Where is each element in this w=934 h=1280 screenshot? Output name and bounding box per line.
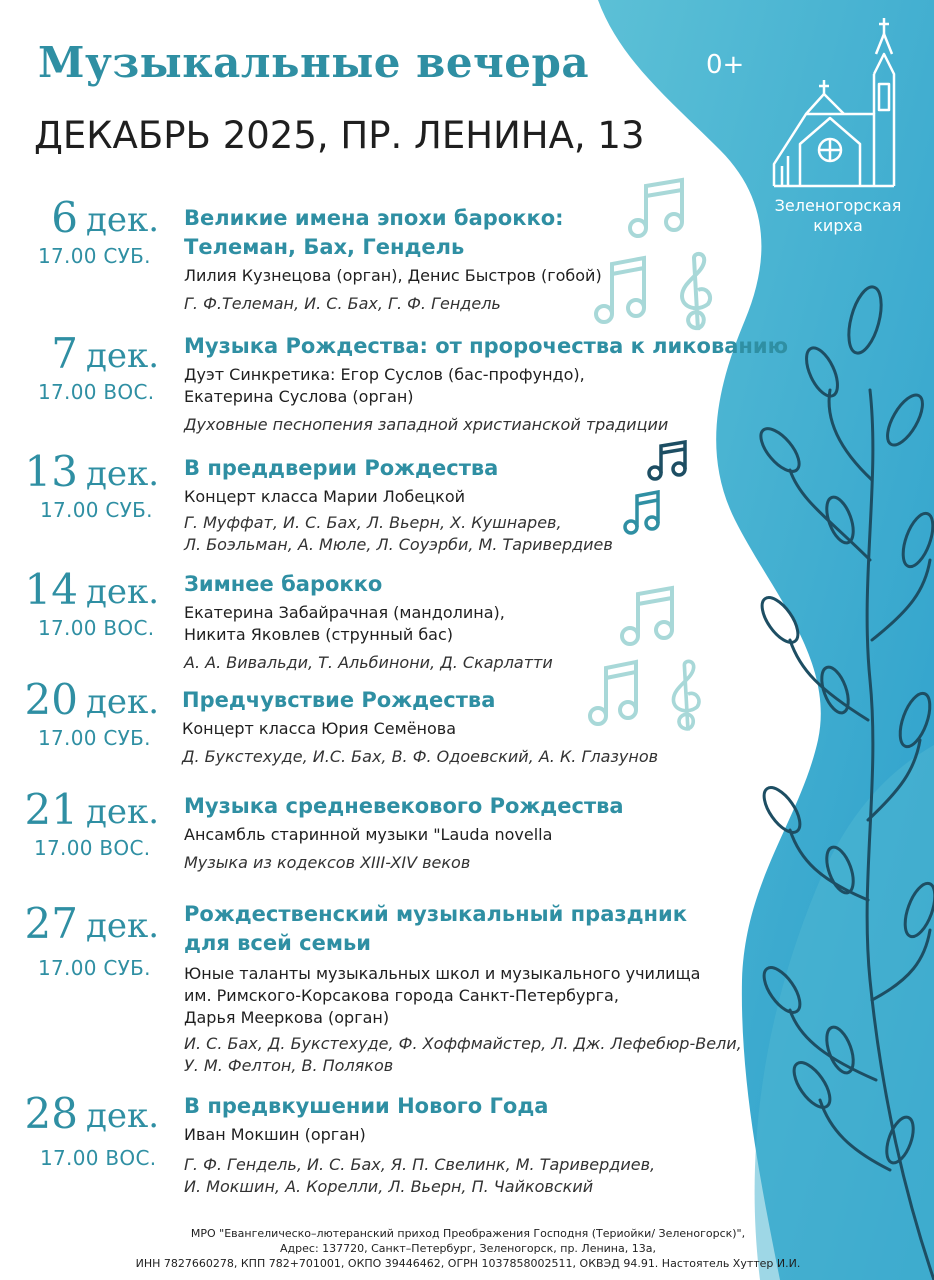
event-date [24, 675, 162, 726]
event-time: 17.00 СУБ. [38, 956, 151, 980]
event-time: 17.00 СУБ. [38, 726, 151, 750]
event-performers: Ансамбль старинной музыки "Lauda novella [184, 825, 553, 844]
event-performers: Концерт класса Марии Лобецкой [184, 487, 466, 506]
event-day: 20 [24, 675, 78, 724]
event-performers: Лилия Кузнецова (орган), Денис Быстров (гобой) [184, 266, 602, 285]
event-title: В предвкушении Нового Года [184, 1094, 549, 1118]
footer-line: ИНН 7827660278, КПП 782+701001, ОКПО 39446462, ОГРН 1037858002511, ОКВЭД 94.91. Настоятель Хуттер И.И. [135, 1257, 801, 1270]
event-month: дек. [86, 682, 160, 722]
event-program: Д. Букстехуде, И.С. Бах, В. Ф. Одоевский, А. К. Глазунов [182, 747, 659, 766]
event-program: Г. Ф.Телеман, И. С. Бах, Г. Ф. Гендель [184, 294, 501, 313]
event-program: У. М. Фелтон, В. Поляков [184, 1056, 394, 1075]
event-title: Великие имена эпохи барокко: [184, 206, 564, 230]
event-performers: Никита Яковлев (струнный бас) [184, 625, 454, 644]
event-day: 6 [51, 193, 78, 242]
event-title: Музыка средневекового Рождества [184, 794, 624, 818]
event-time: 17.00 ВОС. [38, 380, 155, 404]
event-day: 21 [24, 785, 78, 834]
event-title: для всей семьи [184, 931, 371, 955]
event-title: Зимнее барокко [184, 572, 383, 596]
event-performers: им. Римского-Корсакова города Санкт-Петербурга, [184, 986, 619, 1005]
footer-line: МРО "Евангелическо–лютеранский приход Преображения Господня (Териойки/ Зеленогорск)", [190, 1227, 746, 1240]
event-program: Духовные песнопения западной христианской традиции [184, 415, 669, 434]
event-month: дек. [86, 572, 160, 612]
footer-line: Адрес: 137720, Санкт–Петербург, Зеленогорск, пр. Ленина, 13а, [280, 1242, 656, 1255]
event-performers: Дарья Мееркова (орган) [184, 1008, 390, 1027]
event-performers: Юные таланты музыкальных школ и музыкального училища [184, 964, 701, 983]
age-rating-badge: 0+ [706, 50, 745, 80]
event-performers: Иван Мокшин (орган) [184, 1125, 366, 1144]
event-day: 7 [51, 329, 78, 378]
page-subtitle: ДЕКАБРЬ 2025, ПР. ЛЕНИНА, 13 [34, 114, 645, 157]
event-day: 14 [24, 565, 78, 614]
event-program: А. А. Вивальди, Т. Альбинони, Д. Скарлатти [184, 653, 553, 672]
event-date [24, 1089, 162, 1140]
event-month: дек. [86, 336, 160, 376]
page-title: Музыкальные вечера [38, 38, 590, 87]
event-program: Л. Боэльман, А. Мюле, Л. Соуэрби, М. Таривердиев [184, 535, 613, 554]
event-performers: Екатерина Суслова (орган) [184, 387, 414, 406]
footer [40, 1226, 896, 1271]
event-title: Рождественский музыкальный праздник [184, 902, 688, 926]
event-time: 17.00 ВОС. [34, 836, 151, 860]
event-performers: Дуэт Синкретика: Егор Суслов (бас-профундо), [184, 365, 585, 384]
event-month: дек. [86, 1096, 160, 1136]
event-day: 28 [24, 1089, 78, 1138]
event-month: дек. [86, 200, 160, 240]
event-date [24, 899, 162, 950]
brand-line-1: Зеленогорская [774, 196, 902, 215]
event-month: дек. [86, 454, 160, 494]
event-date [30, 194, 162, 244]
event-program: И. С. Бах, Д. Букстехуде, Ф. Хоффмайстер, Л. Дж. Лефебюр-Вели, [184, 1034, 742, 1053]
event-performers: Екатерина Забайрачная (мандолина), [184, 603, 505, 622]
event-time: 17.00 ВОС. [40, 1146, 157, 1170]
event-day: 13 [24, 447, 78, 496]
event-program: Г. Муффат, И. С. Бах, Л. Вьерн, Х. Кушнарев, [184, 513, 562, 532]
event-month: дек. [86, 906, 160, 946]
event-performers: Концерт класса Юрия Семёнова [182, 719, 457, 738]
brand-line-2: кирха [813, 216, 863, 235]
event-title: Телеман, Бах, Гендель [184, 235, 465, 259]
event-date [30, 330, 162, 380]
event-date [24, 785, 162, 836]
event-title: Предчувствие Рождества [182, 688, 496, 712]
event-time: 17.00 СУБ. [40, 498, 153, 522]
event-program: И. Мокшин, А. Корелли, Л. Вьерн, П. Чайковский [184, 1177, 594, 1196]
church-icon [770, 14, 910, 190]
event-title: В преддверии Рождества [184, 456, 499, 480]
event-title: Музыка Рождества: от пророчества к ликованию [184, 334, 789, 358]
event-date [24, 565, 162, 616]
event-time: 17.00 СУБ. [38, 244, 151, 268]
event-date [24, 447, 162, 498]
event-program: Г. Ф. Гендель, И. С. Бах, Я. П. Свелинк, М. Таривердиев, [184, 1155, 656, 1174]
event-program: Музыка из кодексов XIII-XIV веков [184, 853, 471, 872]
event-time: 17.00 ВОС. [38, 616, 155, 640]
event-day: 27 [24, 899, 78, 948]
event-month: дек. [86, 792, 160, 832]
